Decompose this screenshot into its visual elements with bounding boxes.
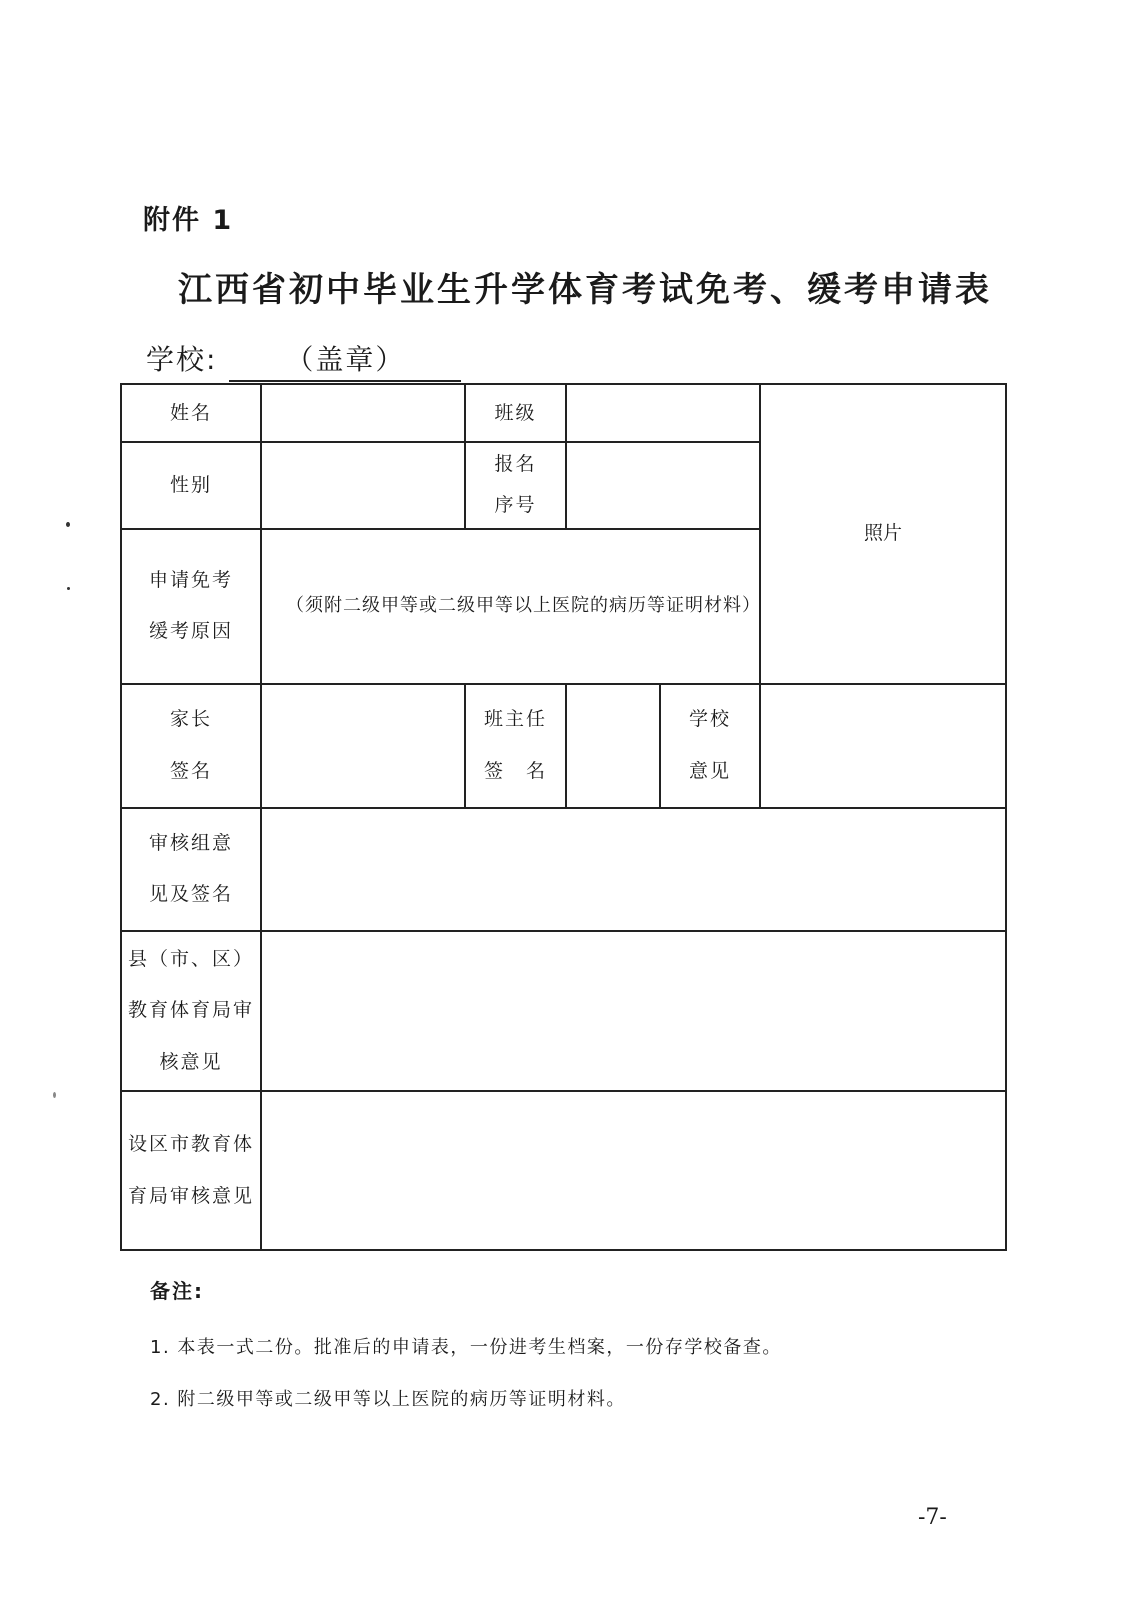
school-opinion-label-line2: 意见 [688, 759, 731, 782]
county-bureau-label-cell [121, 931, 261, 1092]
parent-signature-label-cell [121, 684, 261, 808]
county-label-line3: 核意见 [159, 1050, 223, 1073]
photo-cell[interactable] [760, 384, 1006, 684]
note-item-2: 2. 附二级甲等或二级甲等以上医院的病历等证明材料。 [150, 1389, 626, 1410]
gender-value-cell[interactable] [261, 442, 465, 529]
reason-label-cell [121, 529, 261, 684]
class-label: 班级 [494, 401, 537, 424]
city-bureau-opinion-cell[interactable] [261, 1091, 1006, 1250]
county-label-line1: 县（市、区） [127, 948, 254, 971]
registration-number-label-cell [465, 442, 566, 529]
registration-label-line1: 报名 [494, 452, 537, 475]
notes-title: 备注: [150, 1279, 204, 1303]
registration-label-line2: 序号 [494, 494, 537, 517]
city-label-line2: 育局审核意见 [127, 1184, 254, 1207]
teacher-label-line1: 班主任 [483, 708, 547, 731]
reason-label-line2: 缓考原因 [148, 620, 233, 643]
page-number: -7- [918, 1505, 947, 1530]
teacher-label-line2: 签 名 [483, 759, 547, 782]
gender-label-cell [121, 442, 261, 529]
teacher-signature-cell[interactable] [566, 684, 660, 808]
reason-note: （须附二级甲等或二级甲等以上医院的病历等证明材料） [286, 595, 761, 617]
reason-value-cell[interactable] [261, 529, 760, 684]
city-label-line1: 设区市教育体 [127, 1133, 254, 1156]
application-form-table [120, 383, 1007, 1251]
review-label-line2: 见及签名 [148, 883, 233, 906]
teacher-signature-label-cell [465, 684, 566, 808]
school-label: 学校: [146, 343, 218, 376]
attachment-label: 附件 1 [143, 205, 234, 236]
scan-speck-mark [66, 522, 70, 527]
county-label-line2: 教育体育局审 [127, 999, 254, 1022]
name-label: 姓名 [169, 401, 212, 424]
photo-label: 照片 [863, 522, 902, 545]
scan-speck-mark [53, 1092, 56, 1098]
note-item-1: 1. 本表一式二份。批准后的申请表，一份进考生档案，一份存学校备查。 [150, 1337, 782, 1358]
county-bureau-opinion-cell[interactable] [261, 931, 1006, 1092]
school-opinion-label-cell [660, 684, 760, 808]
name-value-cell[interactable] [261, 384, 465, 442]
review-label-line1: 审核组意 [148, 831, 233, 854]
class-label-cell [465, 384, 566, 442]
reason-label-line1: 申请免考 [148, 568, 233, 591]
scan-speck-mark [67, 587, 70, 590]
city-bureau-label-cell [121, 1091, 261, 1250]
parent-label-line1: 家长 [169, 708, 212, 731]
gender-label: 性别 [169, 474, 212, 497]
name-label-cell [121, 384, 261, 442]
review-group-label-cell [121, 808, 261, 931]
review-group-opinion-cell[interactable] [261, 808, 1006, 931]
form-title: 江西省初中毕业生升学体育考试免考、缓考申请表 [178, 270, 992, 310]
school-opinion-cell[interactable] [760, 684, 1006, 808]
class-value-cell[interactable] [566, 384, 760, 442]
registration-number-value-cell[interactable] [566, 442, 760, 529]
school-stamp-field: （盖章） [229, 338, 461, 382]
school-line [146, 338, 461, 382]
school-opinion-label-line1: 学校 [688, 708, 731, 731]
parent-label-line2: 签名 [169, 759, 212, 782]
parent-signature-cell[interactable] [261, 684, 465, 808]
